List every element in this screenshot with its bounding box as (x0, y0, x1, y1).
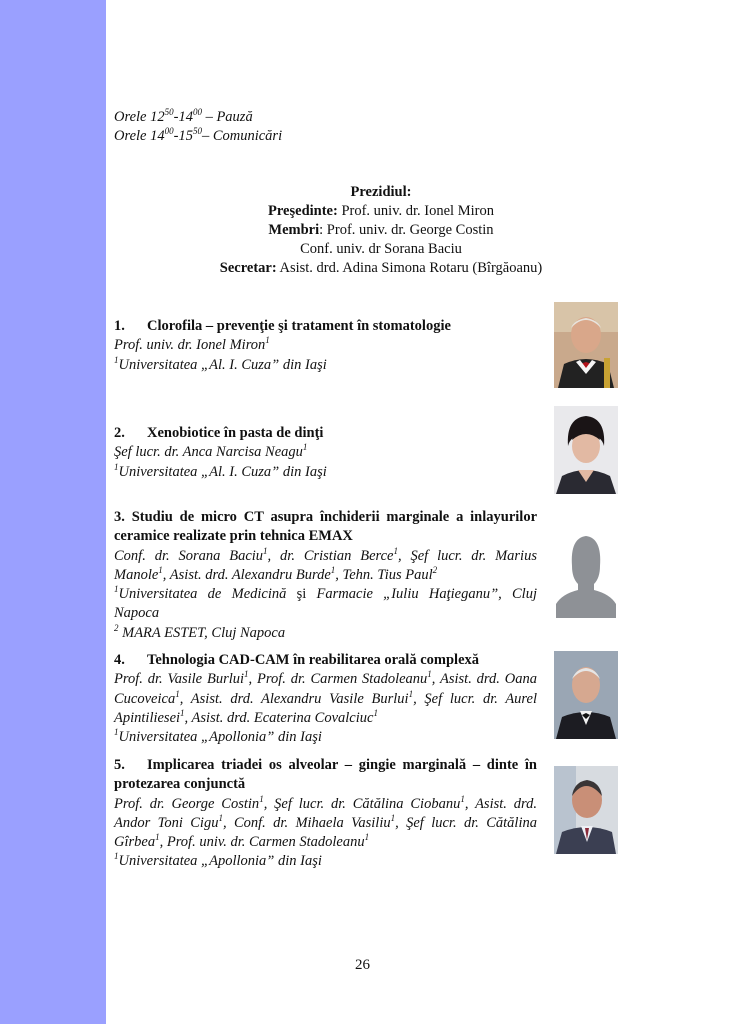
entry-affiliation: $^1$Universitatea de Medicină şi Farmacie „Iuliu Haţieganu”, Cluj Napoca (114, 584, 537, 622)
entry-affiliation: $^1$Universitatea „Apollonia” din Iaşi (114, 727, 322, 746)
schedule-pause: Orele $12^{50}-14^{00}$ – Pauză (114, 107, 253, 125)
entry-4 (114, 651, 537, 747)
entry-authors: Prof. dr. George Costin$^1$, Şef lucr. dr. Cătălina Ciobanu$^1$, Asist. drd. Andor Toni Cigu$^1$, Conf. dr. Mihaela Vasiliu$^1$, Şef lucr. dr. Cătălina Gîrbea$^1$, Prof. univ. dr. Carmen Stadoleanu$^1$ (114, 793, 537, 851)
presidium-president: Preşedinte: Prof. univ. dr. Ionel Miron (268, 203, 494, 219)
entry-3 (114, 508, 537, 643)
page-number: 26 (355, 957, 370, 973)
presidium (114, 183, 648, 278)
speaker-photo-1 (554, 302, 618, 388)
entry-title: 1. Clorofila – prevenţie şi tratament în stomatologie (114, 318, 451, 334)
entry-title: 2. Xenobiotice în pasta de dinţi (114, 425, 324, 441)
entry-title: 3. Studiu de micro CT asupra închiderii marginale a inlayurilor ceramice realizate prin tehnica EMAX (114, 509, 538, 545)
speaker-photo-5 (554, 766, 618, 854)
entry-affiliation: $^1$Universitatea „Al. I. Cuza” din Iaşi (114, 461, 327, 480)
entry-affiliation-2: $^2$ MARA ESTET, Cluj Napoca (114, 622, 286, 641)
entry-5 (114, 756, 537, 872)
avatar-placeholder-icon (554, 528, 618, 618)
entry-affiliation: $^1$Universitatea „Al. I. Cuza” din Iaşi (114, 354, 327, 373)
entry-affiliation: $^1$Universitatea „Apollonia” din Iaşi (114, 851, 322, 870)
page-sidebar-band (0, 0, 106, 1024)
presidium-secretary: Secretar: Asist. drd. Adina Simona Rotaru (Bîrgăoanu) (219, 260, 543, 276)
entry-authors: Prof. dr. Vasile Burlui$^1$, Prof. dr. Carmen Stadoleanu$^1$, Asist. drd. Oana Cucoveica$^1$, Asist. drd. Alexandru Vasile Burlui$^1$, Şef lucr. dr. Aurel Apintiliesei$^1$, Asist. drd. Ecaterina Covalciuc$^1$ (114, 669, 538, 726)
entry-2 (114, 424, 537, 482)
presidium-heading: Prezidiul: (350, 184, 412, 200)
entry-authors: Prof. univ. dr. Ionel Miron$^1$ (114, 335, 270, 354)
presidium-members-2: Conf. univ. dr Sorana Baciu (300, 241, 462, 257)
speaker-photo-2 (554, 406, 618, 494)
entry-authors: Conf. dr. Sorana Baciu$^1$, dr. Cristian Berce$^1$, Şef lucr. dr. Marius Manole$^1$, Asist. drd. Alexandru Burde$^1$, Tehn. Tius Paul$^2$ (114, 545, 537, 583)
entry-title: 4. Tehnologia CAD-CAM în reabilitarea orală complexă (114, 652, 480, 668)
entry-authors: Şef lucr. dr. Anca Narcisa Neagu$^1$ (114, 442, 308, 461)
speaker-photo-4 (554, 651, 618, 739)
entry-title: 5. Implicarea triadei os alveolar – gingie marginală – dinte în protezarea conjunctă (114, 757, 537, 793)
entry-1 (114, 317, 537, 375)
schedule (114, 108, 282, 146)
presidium-members: Membri: Prof. univ. dr. George Costin (268, 222, 494, 238)
schedule-talks: Orele $14^{00}-15^{50}-$ Comunicări (114, 126, 283, 144)
